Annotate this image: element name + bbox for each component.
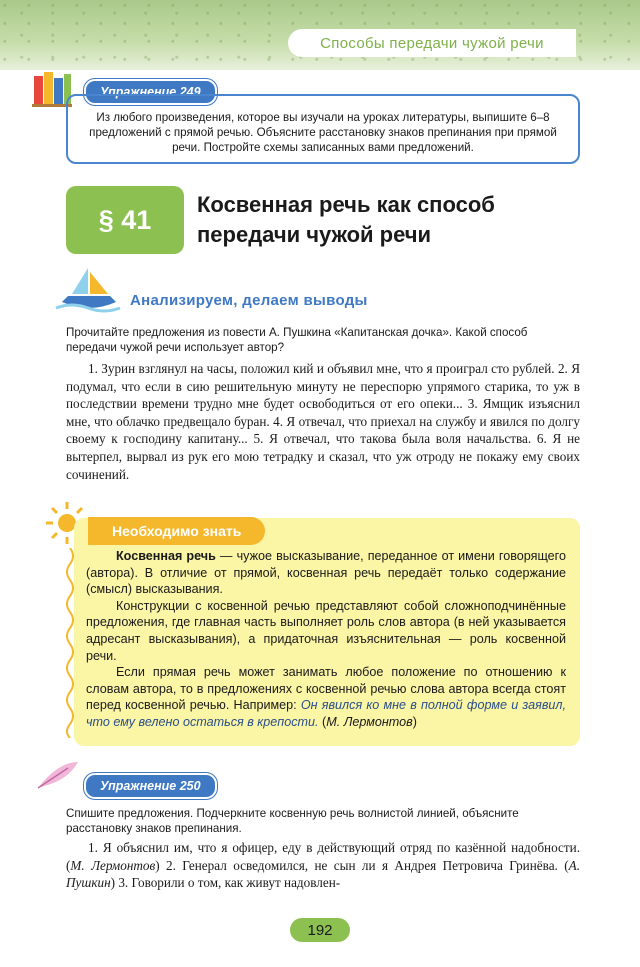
term: Косвенная речь	[116, 549, 216, 563]
paragraph-title-line2: передачи чужой речи	[197, 222, 432, 247]
running-header: Способы передачи чужой речи	[288, 29, 576, 57]
wavy-decoration	[64, 548, 76, 738]
must-know-p1	[86, 548, 566, 598]
analyze-sentences: 1. Зурин взглянул на часы, положил кий и объявил мне, что я проиграл сто рублей. 2. Я подумал, что если в сию решительную минуту не переспорю упрямого старика, то уж в последствии времени трудно мне будет освободиться от его опеки... 3. Ямщик изъяснил мне, что облачко предвещало буран. 4. Я отвечал, что приехал на службу и явился по долгу своему к господину капитану... 5. Я отвечал, что такова была воля начальства. 6. Я не вытерпел, вырвал из рук его мою тетрадку и сказал, что уж отроду не покажу ему своих сочинений.	[66, 361, 580, 482]
paragraph-number: § 41	[66, 186, 184, 254]
exercise-250-badge: Упражнение 250	[84, 773, 217, 799]
must-know-p2: Конструкции с косвенной речью представляют собой сложноподчинённые предложения, где главная часть выполняет роль слов автора (в ней указывается адресант высказывания), а придаточная изъяснительная — роль косвенной речи.	[86, 598, 566, 663]
exercise-249-text: Из любого произведения, которое вы изучали на уроках литературы, выпишите 6–8 предложений с прямой речью. Объясните расстановку знаков препинания при прямой речи. Постройте схемы записанных вами предложений.	[89, 111, 557, 154]
ex250-part1: 1. Я объяснил им, что я офицер, еду в действующий отряд по казённой надобности. (	[66, 840, 580, 873]
must-know-p3-start: Если прямая речь может занимать любое положение по отношению к словам автора, то в предложениях с косвенной речью слова автора всегда стоят перед косвенной речью. Например:	[86, 665, 566, 713]
example-sentence: Он явился ко мне в полной форме и заявил, что ему велено остаться в крепости.	[86, 698, 566, 729]
analyze-intro: Прочитайте предложения из повести А. Пушкина «Капитанская дочка». Какой способ передачи чужой речи использует автор?	[66, 326, 528, 354]
exercise-250-body	[66, 839, 580, 892]
paren-close: )	[412, 714, 417, 729]
page-number: 192	[290, 918, 350, 942]
paragraph-title	[197, 190, 577, 250]
feather-icon	[34, 758, 82, 792]
ex250-part3: ) 3. Говорили о том, как живут надовлен-	[110, 875, 341, 891]
paren-open: (	[318, 714, 327, 729]
ex250-part2: ) 2. Генерал осведомился, не сын ли я Андрея Петровича Гринёва. (	[155, 857, 569, 873]
exercise-250-text: Спишите предложения. Подчеркните косвенную речь волнистой линией, объясните расстановку знаков препинания.	[66, 807, 519, 835]
exercise-249-box	[66, 94, 580, 164]
paragraph-title-line1: Косвенная речь как способ	[197, 192, 495, 217]
must-know-p1-rest: — чужое высказывание, переданное от имени говорящего (автора). В отличие от прямой, косвенная речь передаёт только содержание (смысл) высказывания.	[86, 549, 566, 597]
must-know-label: Необходимо знать	[88, 517, 265, 545]
ex250-author1: М. Лермонтов	[70, 857, 156, 873]
ex250-author2: А. Пушкин	[66, 857, 580, 891]
must-know-text	[86, 548, 566, 731]
analyze-title: Анализируем, делаем выводы	[130, 292, 368, 309]
ship-icon	[54, 262, 124, 314]
example-author: М. Лермонтов	[326, 714, 413, 729]
must-know-p3	[86, 664, 566, 730]
exercise-249-badge: Упражнение 249	[84, 79, 217, 105]
